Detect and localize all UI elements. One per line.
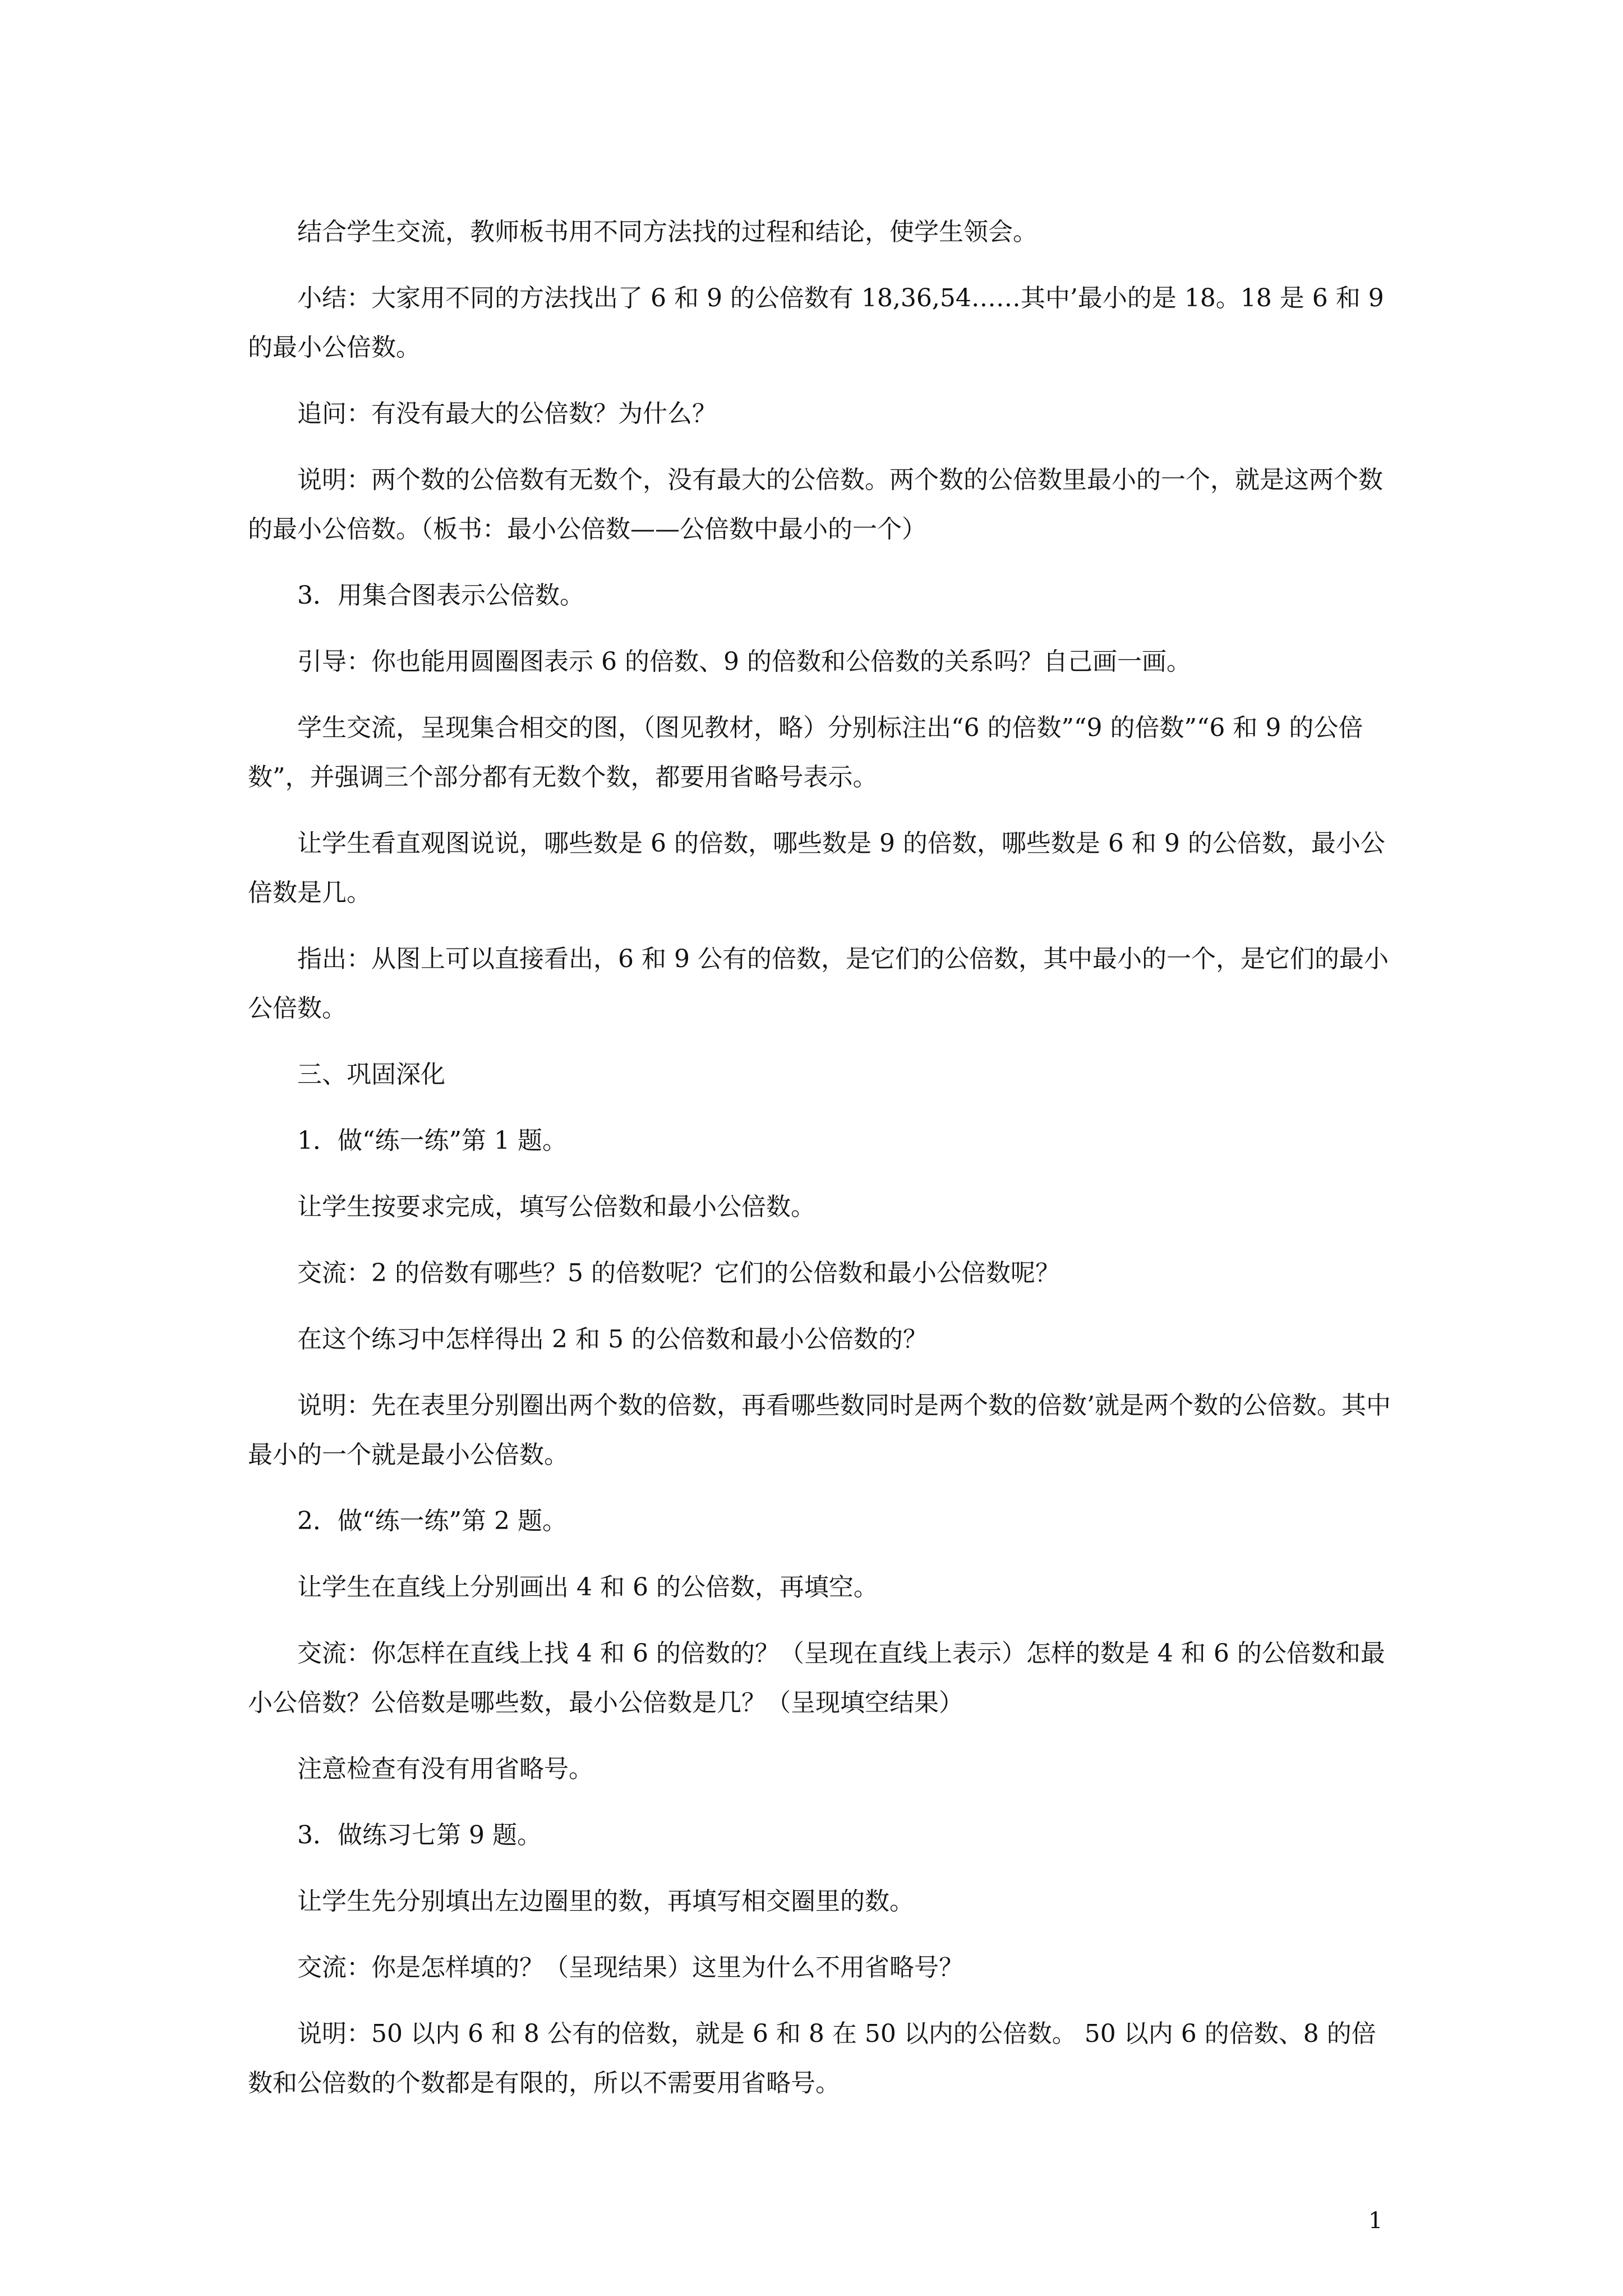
paragraph: 说明：两个数的公倍数有无数个，没有最大的公倍数。两个数的公倍数里最小的一个，就是这两个数的最小公倍数。（板书：最小公倍数——公倍数中最小的一个）: [248, 466, 1383, 544]
paragraph: 小结：大家用不同的方法找出了 6 和 9 的公倍数有 18,36,54……其中’最小的是 18。18 是 6 和 9 的最小公倍数。: [248, 284, 1384, 362]
paragraph: 注意检查有没有用省略号。: [297, 1755, 593, 1783]
paragraph: 在这个练习中怎样得出 2 和 5 的公倍数和最小公倍数的？: [297, 1325, 928, 1354]
section-heading: 三、巩固深化: [297, 1060, 445, 1089]
paragraph: 引导：你也能用圆圈图表示 6 的倍数、9 的倍数和公倍数的关系吗？自己画一画。: [297, 647, 1191, 676]
paragraph: 结合学生交流，教师板书用不同方法找的过程和结论，使学生领会。: [297, 218, 1038, 246]
paragraph: 交流：你是怎样填的？（呈现结果）这里为什么不用省略号？: [297, 1953, 963, 1982]
paragraph: 3．用集合图表示公倍数。: [297, 581, 584, 610]
paragraph: 交流：2 的倍数有哪些？5 的倍数呢？它们的公倍数和最小公倍数呢？: [297, 1259, 1060, 1287]
paragraph: 让学生按要求完成，填写公倍数和最小公倍数。: [297, 1193, 815, 1221]
paragraph: 1．做“练一练”第 1 题。: [297, 1126, 567, 1155]
paragraph: 学生交流，呈现集合相交的图，（图见教材，略）分别标注出“6 的倍数”“9 的倍数”“6 和 9 的公倍数”，并强调三个部分都有无数个数，都要用省略号表示。: [248, 714, 1363, 792]
paragraph: 让学生在直线上分别画出 4 和 6 的公倍数，再填空。: [297, 1573, 878, 1602]
document-body: [248, 208, 1392, 2125]
paragraph: 让学生看直观图说说，哪些数是 6 的倍数，哪些数是 9 的倍数，哪些数是 6 和 9 的公倍数，最小公倍数是几。: [248, 829, 1385, 907]
page-number: 1: [1368, 2208, 1383, 2234]
paragraph: 交流：你怎样在直线上找 4 和 6 的倍数的？（呈现在直线上表示）怎样的数是 4 和 6 的公倍数和最小公倍数？公倍数是哪些数，最小公倍数是几？（呈现填空结果）: [248, 1639, 1385, 1717]
paragraph: 让学生先分别填出左边圈里的数，再填写相交圈里的数。: [297, 1887, 914, 1916]
paragraph: 3．做练习七第 9 题。: [297, 1821, 542, 1849]
paragraph: 说明：先在表里分别圈出两个数的倍数，再看哪些数同时是两个数的倍数’就是两个数的公倍数。其中最小的一个就是最小公倍数。: [248, 1391, 1391, 1469]
paragraph: 说明：50 以内 6 和 8 公有的倍数，就是 6 和 8 在 50 以内的公倍数。 50 以内 6 的倍数、8 的倍数和公倍数的个数都是有限的，所以不需要用省略号。: [248, 2019, 1376, 2097]
paragraph: 指出：从图上可以直接看出，6 和 9 公有的倍数，是它们的公倍数，其中最小的一个，是它们的最小公倍数。: [248, 945, 1389, 1023]
paragraph: 2．做“练一练”第 2 题。: [297, 1507, 567, 1535]
paragraph: 追问：有没有最大的公倍数？为什么？: [297, 399, 717, 428]
